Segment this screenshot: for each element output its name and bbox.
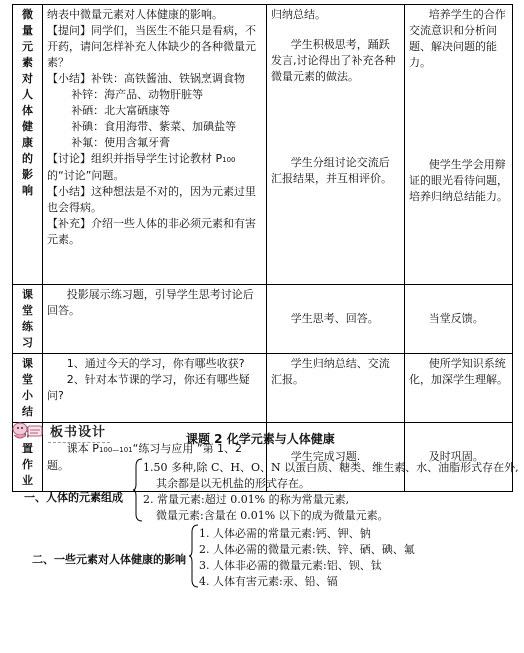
student-line: 学生思考、回答。 xyxy=(290,312,379,325)
supplement-iodine: 补碘：食用海带、紫菜、加碘盐等 xyxy=(71,120,237,133)
category-cell: 课堂练习 xyxy=(13,285,43,354)
category-cell: 置作业 xyxy=(13,423,43,492)
cartoon-icon xyxy=(10,420,46,442)
student-activity-cell xyxy=(267,5,405,285)
discussion-line xyxy=(47,151,262,184)
category-char: 素 xyxy=(22,56,33,69)
student-line: 学生分组讨论交流后汇报结果，并互相评价。 xyxy=(271,156,392,185)
homework-text: 课本 P xyxy=(66,441,99,455)
student-activity-cell xyxy=(267,354,405,423)
student-line: 归纳总结。 xyxy=(271,8,326,21)
supplement-fluorine: 补氟：使用含氟牙膏 xyxy=(71,136,171,149)
category-char: 微 xyxy=(22,8,33,21)
purpose-cell xyxy=(405,423,513,492)
review-question: 2、针对本节课的学习，你还有哪些疑问? xyxy=(47,373,250,402)
board-line: 1. 人体必需的常量元素:钙、钾、钠 xyxy=(199,527,371,540)
student-line: 学生完成习题. xyxy=(290,450,361,463)
category-cell: 课堂小结 xyxy=(13,354,43,423)
board-line: 其余都是以无机盐的形式存在。 xyxy=(156,477,310,490)
board-design-label: 板书设计 xyxy=(48,421,110,443)
category-char: 人 xyxy=(22,88,33,101)
board-line: 3. 人体非必需的微量元素:铝、钡、钛 xyxy=(199,559,382,572)
question-prompt: 【提问】同学们，当医生不能只是看病，不开药，请问怎样补充人体缺少的各种微量元素？ xyxy=(47,24,256,69)
category-char: 影 xyxy=(22,168,33,181)
board-line: 2. 常量元素:超过 0.01% 的称为常量元素, xyxy=(143,493,350,506)
supplement-note: 【补充】介绍一些人体的非必须元素和有害元素。 xyxy=(47,217,256,246)
purpose-line: 培养学生的合作交流意识和分析问题、解决问题的能力。 xyxy=(409,8,506,69)
brace-icon xyxy=(133,458,143,522)
purpose-line: 使所学知识系统化，加深学生理解。 xyxy=(409,357,508,386)
table-row xyxy=(13,354,513,423)
category-char: 对 xyxy=(22,72,33,85)
summary-line: 【小结】补铁：高铁酱油、铁锅烹调食物 xyxy=(47,72,245,85)
teacher-activity-cell xyxy=(43,285,267,354)
homework-text-end: “练习与应用 ”第 1、2 题。 xyxy=(47,441,243,472)
board-line: 4. 人体有害元素:汞、铅、镉 xyxy=(199,575,338,588)
activity-line: 纳表中微量元素对人体健康的影响。 xyxy=(47,8,223,21)
student-line: 学生积极思考，踊跃发言,讨论得出了补充各种微量元素的做法。 xyxy=(271,38,396,83)
board-line: 2. 人体必需的微量元素:铁、锌、硒、碘、氟 xyxy=(199,543,415,556)
board-title: 课题 2 化学元素与人体健康 xyxy=(186,432,335,446)
category-char: 体 xyxy=(22,104,33,117)
category-char: 健 xyxy=(22,120,33,133)
supplement-selenium: 补硒：北大富硒康等 xyxy=(71,104,171,117)
discussion-text-end: 的“讨论”问题。 xyxy=(47,169,125,182)
category-char: 元 xyxy=(22,40,33,53)
table-row xyxy=(13,5,513,285)
category-char: 响 xyxy=(22,184,33,197)
teacher-activity-cell xyxy=(43,354,267,423)
purpose-line: 及时巩固。 xyxy=(428,450,484,463)
category-char: 的 xyxy=(22,152,33,165)
supplement-zinc: 补锌：海产品、动物肝脏等 xyxy=(71,88,204,101)
review-question: 1、通过今天的学习，你有哪些收获? xyxy=(66,357,245,370)
board-line: 微量元素:含量在 0.01% 以下的成为微量元素。 xyxy=(156,509,389,522)
lesson-table xyxy=(12,4,513,492)
section-heading: 二、一些元素对人体健康的影响 xyxy=(32,553,186,566)
teacher-activity-cell xyxy=(43,5,267,285)
board-line: 1.50 多种,除 C、H、O、N 以蛋白质、糖类、维生素、水、油脂形式存在外, xyxy=(143,461,519,474)
table-row xyxy=(13,285,513,354)
category-char: 康 xyxy=(22,136,33,149)
summary-line-2: 【小结】这种想法是不对的，因为元素过里也会得病。 xyxy=(47,185,256,214)
purpose-cell xyxy=(405,285,513,354)
category-cell xyxy=(13,5,43,285)
purpose-line: 当堂反馈。 xyxy=(428,312,484,325)
student-line: 学生归纳总结、交流汇报。 xyxy=(271,357,390,386)
student-activity-cell xyxy=(267,285,405,354)
section-heading: 一、人体的元素组成 xyxy=(24,491,123,504)
page-number: 100 xyxy=(222,156,236,164)
purpose-line: 使学生学会用辩证的眼光看待问题，培养归纳总结能力。 xyxy=(409,158,508,203)
page-range: 100—101 xyxy=(98,445,133,454)
category-char: 量 xyxy=(22,24,33,37)
activity-line: 投影展示练习题，引导学生思考讨论后回答。 xyxy=(47,288,254,317)
purpose-cell xyxy=(405,5,513,285)
discussion-text: 【讨论】组织并指导学生讨论教材 P xyxy=(47,152,223,165)
purpose-cell xyxy=(405,354,513,423)
brace-icon xyxy=(189,524,199,588)
board-design-header xyxy=(10,420,130,444)
